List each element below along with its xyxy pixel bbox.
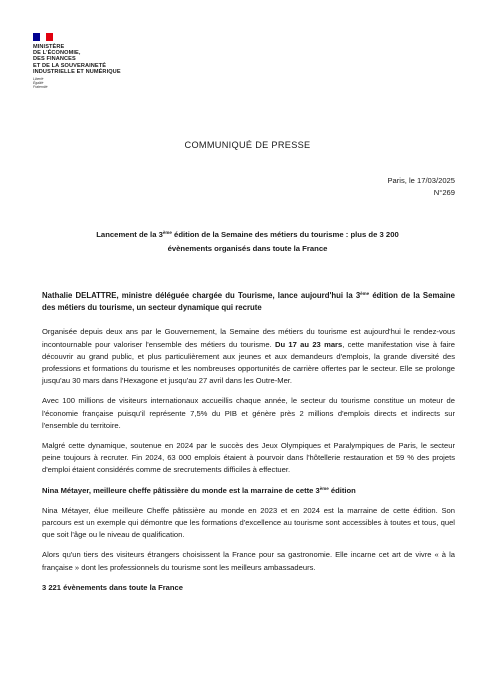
paragraph-text: , cette manifestation vise à faire découvrir au grand public, et plus particulièrement aux jeunes et aux demandeurs d'emplois, la grande diversité des professions et formations du tourisme et les nombreuses opportunités de carrière offertes par le secteur. Elle se prolonge jusqu'au 30 mars dans l'Hexagone et jusqu'au 27 avril dans les Outre-Mer. xyxy=(42,339,455,386)
motto-line: Liberté xyxy=(33,77,44,82)
motto-line: Égalité xyxy=(33,80,44,85)
place-date-block xyxy=(387,175,455,199)
document-number: N°269 xyxy=(433,188,455,197)
subheading-events: 3 221 évènements dans toute la France xyxy=(42,582,183,592)
headline-text: édition de la Semaine des métiers du tourisme : plus de 3 200 xyxy=(171,230,399,239)
subheading-text: Nina Métayer, meilleure cheffe pâtissière du monde est la marraine de cette 3 xyxy=(42,485,320,495)
subheading-marraine xyxy=(42,485,455,497)
lead-paragraph xyxy=(42,290,455,314)
ministry-line: INDUSTRIELLE ET NUMÉRIQUE xyxy=(33,68,121,75)
motto-line: Fraternité xyxy=(33,84,48,89)
ministry-logo xyxy=(33,33,143,89)
lead-sup: ème xyxy=(360,291,370,296)
headline-line-2: évènements organisés dans toute la France xyxy=(167,244,328,253)
headline-line-1 xyxy=(50,228,445,242)
ministry-line: ET DE LA SOUVERAINETÉ xyxy=(33,62,107,69)
paragraph-2: Avec 100 millions de visiteurs internationaux accueillis chaque année, le secteur du tourisme constitue un moteur de l'économie française puisqu'il représente 7,5% du PIB et génère près 2 millions d'emplois directs et indirects sur l'ensemble du territoire. xyxy=(42,396,455,430)
lead-text: Nathalie DELATTRE, ministre déléguée chargée du Tourisme, lance aujourd'hui la 3 xyxy=(42,291,361,300)
paragraph-4: Nina Métayer, élue meilleure Cheffe pâtissière au monde en 2023 et en 2024 est la marraine de cette édition. Son parcours est un exemple qui démontre que les formations d'excellence au tourisme sont accessibles à toutes et tous, quel que soit l'âge ou le niveau de qualification. xyxy=(42,505,455,540)
headline-text: Lancement de la 3 xyxy=(96,230,163,239)
subheading-sup: ème xyxy=(319,485,329,491)
paragraph-text: Organisée depuis deux ans par le Gouvernement, la Semaine des métiers du tourisme est aujourd'hui le rendez-vous incontournable pour valoriser l'ensemble des métiers du tourisme. xyxy=(42,327,455,349)
document-body xyxy=(42,290,455,602)
paragraph-5: Alors qu'un tiers des visiteurs étrangers choisissent la France pour sa gastronomie. Elle incarne cet art de vivre « à la française » dont les professionnels du tourisme sont les meilleurs ambassadeurs. xyxy=(42,550,455,572)
headline-sup: ème xyxy=(162,230,172,235)
flag-red xyxy=(46,33,53,41)
flag-white xyxy=(40,33,47,41)
flag-blue xyxy=(33,33,40,41)
ministry-line: DES FINANCES xyxy=(33,56,76,63)
french-flag-icon xyxy=(33,33,53,41)
paragraph-bold: Du 17 au 23 mars xyxy=(275,339,343,349)
ministry-line: MINISTÈRE xyxy=(33,44,65,50)
ministry-name xyxy=(33,44,143,75)
lead-text: édition de la Semaine des métiers du tourisme, un secteur dynamique qui recrute xyxy=(42,291,455,313)
headline xyxy=(50,228,445,256)
paragraph-3: Malgré cette dynamique, soutenue en 2024 par le succès des Jeux Olympiques et Paralympiques de Paris, le secteur peine toujours à recruter. Fin 2024, 63 000 emplois étaient à pourvoir dans l'hôtellerie restauration et 59 % des projets d'emploi étaient considérés comme de srecrutements difficiles à effectuer. xyxy=(42,441,455,475)
document-title: COMMUNIQUÉ DE PRESSE xyxy=(184,140,311,150)
place-date: Paris, le 17/03/2025 xyxy=(387,176,455,185)
ministry-line: DE L'ÉCONOMIE, xyxy=(33,50,81,57)
paragraph-1 xyxy=(42,326,455,387)
republic-motto xyxy=(33,78,143,89)
subheading-text: édition xyxy=(328,485,356,495)
